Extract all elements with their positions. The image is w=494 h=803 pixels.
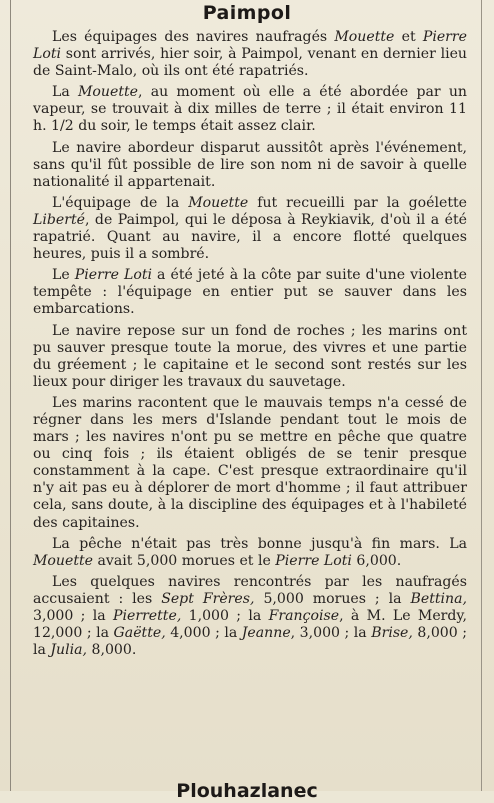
text-run: fut recueilli par la goélette [248, 194, 467, 211]
ship-name: Pierre Loti [33, 29, 467, 63]
text-run: Les équipages des navires naufragés [52, 29, 335, 45]
ship-name: Brise, [371, 625, 413, 642]
text-run: , de Paimpol, qui le déposa à Reykiavik, d'où il a été rapatrié. Quant au navire, il a encore flotté quelques heures, puis il a sombré. [33, 211, 467, 263]
ship-name: Jeanne [241, 625, 291, 642]
paragraph [33, 395, 467, 532]
ship-name: Julia, [50, 642, 88, 659]
ship-name: Mouette [33, 552, 94, 569]
paragraph [33, 84, 467, 135]
paragraph [33, 140, 467, 191]
text-run: Le [52, 267, 75, 284]
ship-name: Françoise [268, 608, 340, 624]
column-rule-right [481, 0, 482, 791]
paragraph [33, 574, 467, 659]
text-run: sont arrivés, hier soir, à Paimpol, venant en dernier lieu de Saint-Malo, où ils ont été rapatriés. [33, 46, 467, 80]
ship-name: Pierre Loti [275, 552, 352, 569]
column-rule-left [10, 0, 11, 791]
text-run: 4,000 ; la [165, 625, 242, 642]
text-run: Le navire repose sur un fond de roches ; les marins ont pu sauver presque toute la morue, des vivres et une partie du gréement ; le capitaine et le second sont restés sur les lieux pour diriger les travaux du sauvetage. [33, 322, 467, 390]
ship-name: Bettina, [410, 590, 467, 607]
ship-name: Pierrette, [113, 608, 182, 624]
ship-name: Mouette [334, 29, 395, 45]
text-run: , au moment où elle a été abordée par un vapeur, se trouvait à dix milles de terre ; il était environ 11 h. 1/2 du soir, le temps était assez clair. [33, 84, 467, 135]
paragraph [33, 323, 467, 391]
text-run: 8,000. [87, 642, 137, 659]
paragraph [33, 195, 467, 263]
text-run: et [394, 29, 423, 45]
text-run: L'équipage de la [52, 194, 189, 211]
ship-name: Mouette [78, 84, 139, 101]
ship-name: Sept Frères, [161, 590, 255, 607]
text-run: a été jeté à la côte par suite d'une violente tempête : l'équipage en entier put se sauver dans les embarcations. [33, 267, 467, 318]
text-run: 8,000 ; la [33, 625, 468, 659]
text-run: La pêche n'était pas très bonne jusqu'à fin mars. La [52, 535, 467, 552]
article-body [33, 29, 467, 659]
text-run: Les marins racontent que le mauvais temps n'a cessé de régner dans les mers d'Islande pendant tout le mois de mars ; les navires n'ont pu se mettre en pêche que quatre ou cinq fois ; ils étaient obligés de se tenir presque constamment à la cape. C'est presque extraordinaire qu'il n'y ait pas eu à déplorer de mort d'homme ; il faut attribuer cela, sans doute, à la discipline des équipages et à l'habileté des capitaines. [33, 394, 467, 531]
ship-name: Gaëtte, [113, 625, 166, 642]
section-heading: Paimpol [202, 2, 292, 24]
text-run: 1,000 ; la [181, 608, 269, 624]
text-run: , 3,000 ; la [290, 625, 372, 642]
text-run: La [52, 84, 78, 101]
text-run: , à M. Le Merdy, 12,000 ; la [33, 608, 467, 642]
text-run: Le navire abordeur disparut aussitôt après l'événement, sans qu'il fût possible de lire son nom ni de savoir à quelle nationalité il appartenait. [33, 139, 467, 190]
ship-name: Mouette [188, 194, 249, 211]
paragraph [33, 29, 467, 80]
ship-name: Liberté [33, 211, 85, 228]
text-run: Les quelques navires rencontrés par les naufragés accusaient : les [33, 573, 467, 607]
paragraph [33, 267, 467, 318]
text-run: 5,000 morues ; la [254, 590, 411, 607]
text-run: avait 5,000 morues et le [93, 552, 276, 569]
text-run: 3,000 ; la [33, 608, 113, 624]
ship-name: Pierre Loti [74, 267, 152, 284]
paragraph [33, 536, 467, 570]
text-run: 6,000. [351, 552, 402, 569]
next-section-heading: Plouhazlanec [176, 780, 318, 802]
